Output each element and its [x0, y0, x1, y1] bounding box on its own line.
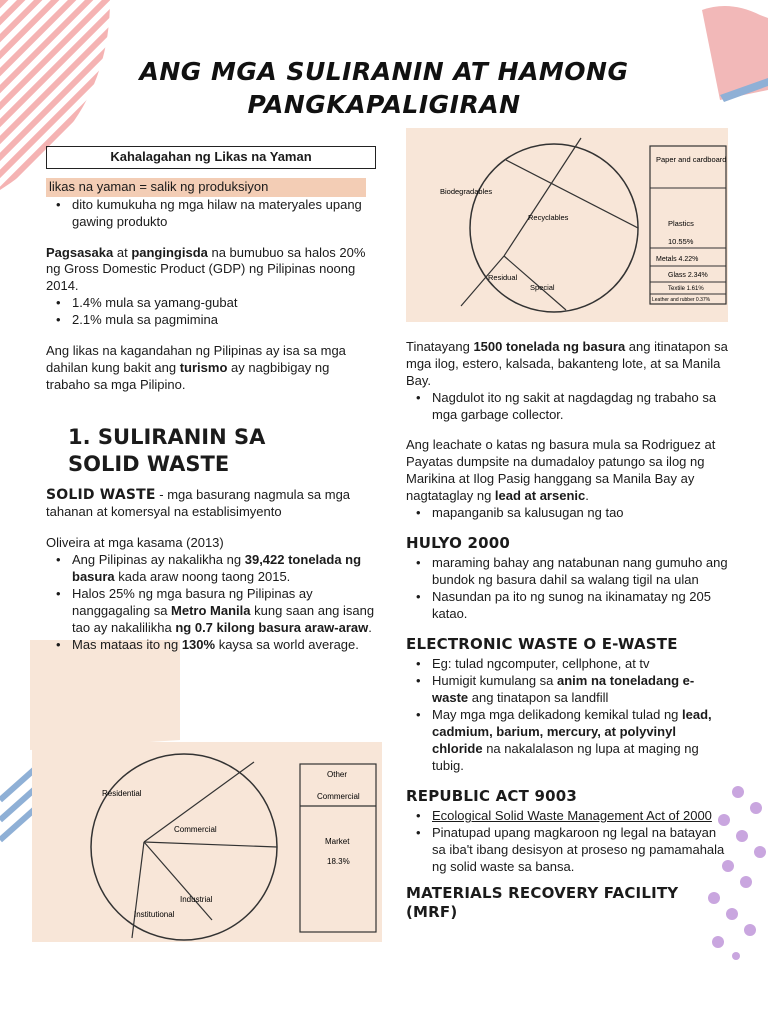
heading-mrf: MATERIALS RECOVERY FACILITY (MRF) [406, 883, 679, 922]
list [406, 390, 728, 424]
legend-label-other: Other [327, 770, 348, 779]
pie-label-special: Special [530, 283, 555, 292]
list-item: • Halos 25% ng mga basura ng Pilipinas ay nanggagaling sa Metro Manila kung saan ang isang tao ay nakalilikha ng 0.7 kilong basura araw-araw. [46, 586, 376, 637]
list-item: • Mas mataas ito ng 130% kaysa sa world average. [46, 637, 376, 654]
list [406, 808, 728, 876]
section-heading-solid-waste: 1. SULIRANIN SA SOLID WASTE [68, 424, 266, 476]
heading-hulyo-2000: HULYO 2000 [406, 533, 511, 552]
paragraph-gdp: Pagsasaka at pangingisda na bumubuo sa halos 20% ng Gross Domestic Product (GDP) ng Pilipinas noong 2014. [46, 244, 366, 294]
list-item: • Ang Pilipinas ay nakalikha ng 39,422 tonelada ng basura kada araw noong taong 2015. [46, 552, 376, 586]
paragraph-leachate: Ang leachate o katas ng basura mula sa Rodriguez at Payatas dumpsite na dumadaloy patungo sa ilog ng Marikina at Ilog Pasig hanggang sa Manila Bay ay nagtataglay ng lead at arsenic. [406, 437, 716, 504]
list-item: • Pinatupad upang magkaroon ng legal na batayan sa iba't ibang desisyon at proseso ng pamamahala ng solid waste sa bansa. [406, 825, 728, 876]
legend-label-leather: Leather and rubber 0.37% [652, 297, 711, 303]
pie-label-commercial: Commercial [174, 825, 217, 834]
list [406, 555, 728, 623]
legend-label-paper: Paper and cardboard [656, 155, 727, 164]
pie-label-residual: Residual [488, 273, 518, 282]
pie-divider [144, 842, 277, 847]
right-column [406, 339, 728, 925]
pie-label-recyclables: Recyclables [528, 213, 569, 222]
heading-e-waste: ELECTRONIC WASTE O E-WASTE [406, 634, 678, 653]
pie-divider [506, 160, 638, 228]
section-box-heading: Kahalagahan ng Likas na Yaman [46, 146, 376, 169]
left-column [46, 146, 376, 654]
list-item: • May mga mga delikadong kemikal tulad ng lead, cadmium, barium, mercury, at polyvinyl chloride na nakalalason ng lupa at maging ng tubig. [406, 707, 728, 775]
definition-solid-waste: SOLID WASTE - mga basurang nagmula sa mga tahanan at komersyal na establisimyento [46, 487, 351, 520]
decor-left-peach-block [30, 640, 180, 750]
paragraph-1500-tonelada: Tinatayang 1500 tonelada ng basura ang itinatapon sa mga ilog, estero, kalsada, bakanteng lote, at sa Manila Bay. [406, 339, 728, 388]
legend-label-textile: Textile 1.61% [668, 286, 704, 292]
pie-divider [504, 138, 581, 256]
heading-republic-act: REPUBLIC ACT 9003 [406, 786, 577, 805]
legend-value-plastics: 10.55% [668, 237, 694, 246]
chart-waste-composition-svg [406, 128, 728, 322]
list-item: • 1.4% mula sa yamang-gubat [46, 295, 376, 312]
list-item: • Nasundan pa ito ng sunog na ikinamatay ng 205 katao. [406, 589, 728, 623]
pie-label-residential: Residential [102, 789, 142, 798]
pie-label-biodegradables: Biodegradables [440, 187, 493, 196]
list-item: • Nagdulot ito ng sakit at nagdagdag ng trabaho sa mga garbage collector. [406, 390, 728, 424]
list [406, 656, 728, 774]
legend-label-metals: Metals 4.22% [656, 256, 699, 263]
list-item: • dito kumukuha ng mga hilaw na materyales upang gawing produkto [46, 197, 376, 231]
list [46, 197, 376, 231]
list-item: • mapanganib sa kalusugan ng tao [406, 505, 728, 522]
pie-outline [91, 754, 277, 940]
pie-label-industrial: Industrial [180, 895, 213, 904]
list-item: • 2.1% mula sa pagmimina [46, 312, 376, 329]
page-title: ANG MGA SULIRANIN AT HAMONG PANGKAPALIGIRAN [139, 57, 629, 119]
legend-label-plastics: Plastics [668, 219, 694, 228]
list-item: • Humigit kumulang sa anim na toneladang e-waste ang tinatapon sa landfill [406, 673, 728, 707]
pie-divider [144, 842, 212, 920]
list-item: • Eg: tulad ngcomputer, cellphone, at tv [406, 656, 728, 673]
legend-label-glass: Glass 2.34% [668, 272, 708, 279]
list [46, 552, 376, 653]
chart-waste-sources [32, 742, 382, 942]
paragraph-turismo: Ang likas na kagandahan ng Pilipinas ay isa sa mga dahilan kung bakit ang turismo ay nagbibigay ng trabaho sa mga Pilipino. [46, 343, 346, 392]
bar-of-pie-box [300, 764, 376, 932]
legend-label-commercial: Commercial [317, 792, 360, 801]
list-item: • Ecological Solid Waste Management Act of 2000 [406, 808, 728, 825]
source-citation: Oliveira at mga kasama (2013) [46, 535, 224, 551]
list [46, 295, 376, 329]
pie-divider [132, 842, 144, 938]
chart-waste-sources-svg [32, 742, 382, 942]
pie-label-institutional: Institutional [134, 910, 175, 919]
list-item: • maraming bahay ang natabunan nang gumuho ang bundok ng basura dahil sa walang tigil na ulan [406, 555, 728, 589]
highlight-line: likas na yaman = salik ng produksiyon [46, 178, 366, 197]
legend-label-market: Market [325, 837, 350, 846]
legend-value-market: 18.3% [327, 857, 350, 866]
list [406, 505, 728, 522]
chart-waste-composition [406, 128, 728, 322]
